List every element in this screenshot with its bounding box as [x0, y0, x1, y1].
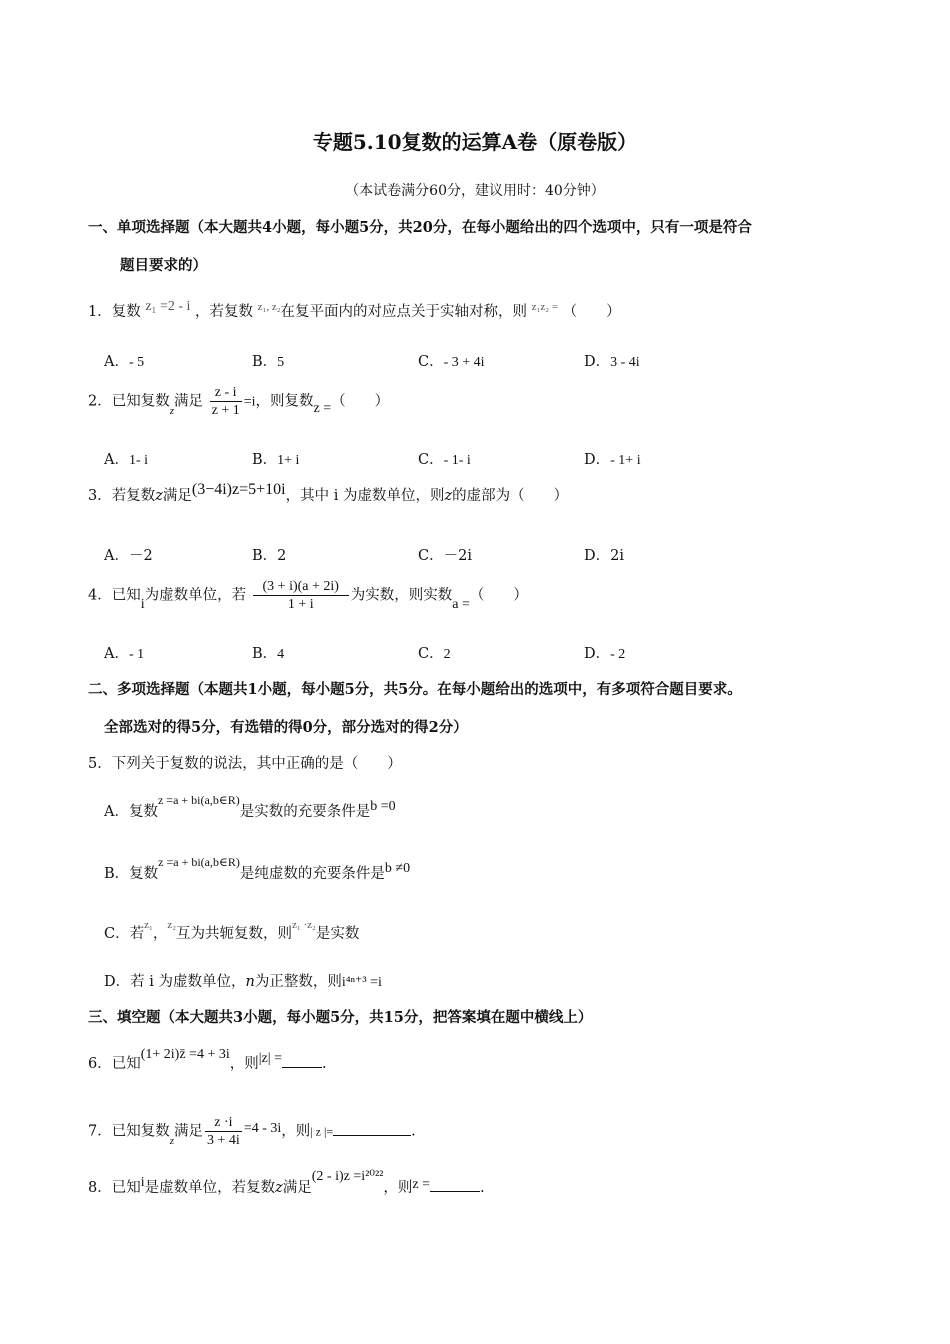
- question-text: ，则: [383, 1180, 413, 1196]
- question-6: 6．已知(1+ 2i)z̄ =4 + 3i，则|z| = .: [88, 1047, 327, 1072]
- math-expression: (1+ 2i)z̄ =4 + 3i: [140, 1047, 230, 1062]
- question-text: 已知: [111, 1180, 141, 1196]
- math-expression: b ≠0: [384, 861, 411, 876]
- math-expression: z₁ =2 - i: [145, 299, 191, 314]
- option-d: D．若 i 为虚数单位，n为正整数，则i⁴ⁿ⁺³ =i: [104, 974, 382, 990]
- section-2-heading-line2: 全部选对的得5分，有选错的得0分，部分选对的得2分）: [104, 719, 468, 736]
- question-text: ，其中 i 为虚数单位，则: [285, 488, 445, 504]
- question-2: [88, 384, 389, 419]
- math-variable: z: [155, 488, 163, 504]
- question-text: 复数: [111, 304, 141, 320]
- option-d: D．- 2: [584, 646, 626, 662]
- math-variable: i: [140, 1175, 145, 1190]
- option-a: A．- 1: [104, 646, 145, 662]
- option-d: D．- 1+ i: [584, 452, 641, 468]
- option-c: C．若$^{z_1}$，$^{z_2}$互为共轭复数，则$^{z_1 \cdot z_2}$是实数: [104, 919, 360, 942]
- page-subtitle: （本试卷满分60分，建议用时：40分钟）: [345, 183, 605, 199]
- option-a: A．- 5: [104, 354, 145, 370]
- question-text: 已知: [111, 1056, 141, 1072]
- fraction: $\frac{(3 + i)(a + 2i)}{1 + i}$: [253, 578, 349, 613]
- question-text: 的虚部为（ ）: [452, 488, 569, 504]
- option-c: C．- 3 + 4i: [418, 354, 485, 370]
- math-variable: z: [169, 404, 175, 417]
- option-c: C．－2i: [418, 548, 472, 564]
- math-expression: z₁ ·z₂: [292, 919, 316, 931]
- math-variable: i: [140, 596, 145, 612]
- question-text: ，则: [229, 1056, 259, 1072]
- fraction: $\frac{z - i}{z + 1}$: [211, 385, 240, 418]
- answer-blank[interactable]: [333, 1121, 411, 1136]
- question-text: 满足: [174, 393, 204, 410]
- answer-blank[interactable]: [430, 1177, 480, 1192]
- math-expression: z =a + bi(a,b∈R): [157, 793, 240, 807]
- math-expression: a =: [452, 596, 470, 612]
- question-5: [88, 752, 402, 773]
- option-b: B．5: [252, 354, 285, 370]
- answer-blank[interactable]: [282, 1053, 322, 1068]
- math-variable: z: [275, 1180, 283, 1196]
- fraction: $\frac{z \cdot i}{3 + 4i}$: [207, 1115, 240, 1148]
- question-text: 是虚数单位，若复数: [144, 1180, 276, 1196]
- answer-paren: （ ）: [469, 587, 528, 604]
- option-b: B．2: [252, 548, 287, 564]
- option-b: B．复数$^{z =a + bi(a,b\in R)}$是纯虚数的充要条件是b ≠0: [104, 855, 411, 882]
- question-8: 8．已知i是虚数单位，若复数z满足(2 - i)z =i²⁰²²，则z = .: [88, 1169, 485, 1196]
- math-expression: z =a + bi(a,b∈R): [158, 855, 240, 869]
- question-text: 为实数，则实数: [350, 587, 453, 604]
- math-expression: |z| =: [258, 1051, 282, 1066]
- option-b: B．4: [252, 646, 285, 662]
- question-3: [88, 481, 569, 505]
- option-c: C．2: [418, 646, 451, 662]
- question-text: 满足: [162, 488, 192, 504]
- option-d: D．3 - 4i: [584, 354, 640, 370]
- question-number: 3．: [88, 488, 112, 504]
- question-text: 已知: [111, 587, 141, 604]
- question-text: ，则复数: [255, 393, 314, 410]
- option-b: B．1+ i: [252, 452, 300, 468]
- question-number: 6．: [88, 1056, 112, 1072]
- section-2-heading-line1: 二、多项选择题（本题共1小题，每小题5分，共5分。在每小题给出的选项中，有多项符合题目要求。: [88, 681, 742, 698]
- math-expression: | z |=: [310, 1124, 334, 1139]
- math-expression: z =: [412, 1177, 430, 1192]
- question-text: 在复平面内的对应点关于实轴对称，则: [280, 304, 528, 320]
- question-text: ，若复数: [195, 304, 253, 320]
- question-text: 满足: [174, 1123, 204, 1140]
- question-text: 已知复数: [111, 1123, 170, 1140]
- question-number: 5．: [88, 756, 112, 772]
- math-expression: =4 - 3i: [243, 1120, 282, 1136]
- math-variable: z: [444, 488, 453, 504]
- page-title: 专题5.10复数的运算A卷（原卷版）: [312, 130, 638, 154]
- question-7: 7．已知复数$_z$满足 $\frac{z \cdot i}{3 + 4i}$ =4 - 3i，则| z |= .: [88, 1115, 416, 1148]
- option-d: D．2i: [584, 548, 625, 564]
- question-text: 若复数: [111, 488, 156, 504]
- math-expression: z₁z₂ =: [531, 301, 559, 313]
- question-1: [88, 300, 621, 321]
- section-3-heading: 三、填空题（本大题共3小题，每小题5分，共15分，把答案填在题中横线上）: [88, 1009, 593, 1026]
- question-text: 下列关于复数的说法，其中正确的是（ ）: [111, 756, 402, 772]
- math-expression: i⁴ⁿ⁺³ =i: [341, 975, 382, 990]
- math-expression: =i: [243, 394, 256, 410]
- option-c: C．- 1- i: [418, 452, 471, 468]
- question-number: 1．: [88, 304, 112, 320]
- question-number: 7．: [88, 1123, 112, 1140]
- option-a: A．－2: [104, 548, 153, 564]
- question-text: ，则: [281, 1123, 311, 1140]
- question-text: 为虚数单位，若: [144, 587, 247, 604]
- question-text: 已知复数: [111, 393, 170, 410]
- option-a: A．1- i: [104, 452, 149, 468]
- math-expression: z₁, z₂: [257, 301, 281, 313]
- math-expression: z₁: [144, 919, 153, 931]
- question-number: 2．: [88, 393, 112, 410]
- section-1-heading-line1: 一、单项选择题（本大题共4小题，每小题5分，共20分，在每小题给出的四个选项中，只有一项是符合: [88, 219, 752, 236]
- question-text: 满足: [282, 1180, 312, 1196]
- math-expression: z =: [313, 400, 332, 416]
- question-number: 4．: [88, 587, 112, 604]
- question-number: 8．: [88, 1180, 112, 1196]
- math-variable: n: [245, 974, 255, 990]
- math-expression: b =0: [370, 799, 396, 814]
- section-1-heading-line2: 题目要求的）: [120, 257, 207, 274]
- math-variable: z: [169, 1134, 175, 1147]
- answer-paren: （ ）: [562, 304, 621, 320]
- answer-paren: （ ）: [331, 393, 390, 410]
- math-expression: (2 - i)z =i²⁰²²: [311, 1169, 384, 1184]
- math-expression: (3−4i)z=5+10i: [191, 481, 286, 498]
- math-expression: z₂: [167, 919, 177, 931]
- option-a: A．复数$^{z =a + bi(a,b\in R)}$是实数的充要条件是b =0: [104, 793, 396, 820]
- question-4: [88, 578, 528, 613]
